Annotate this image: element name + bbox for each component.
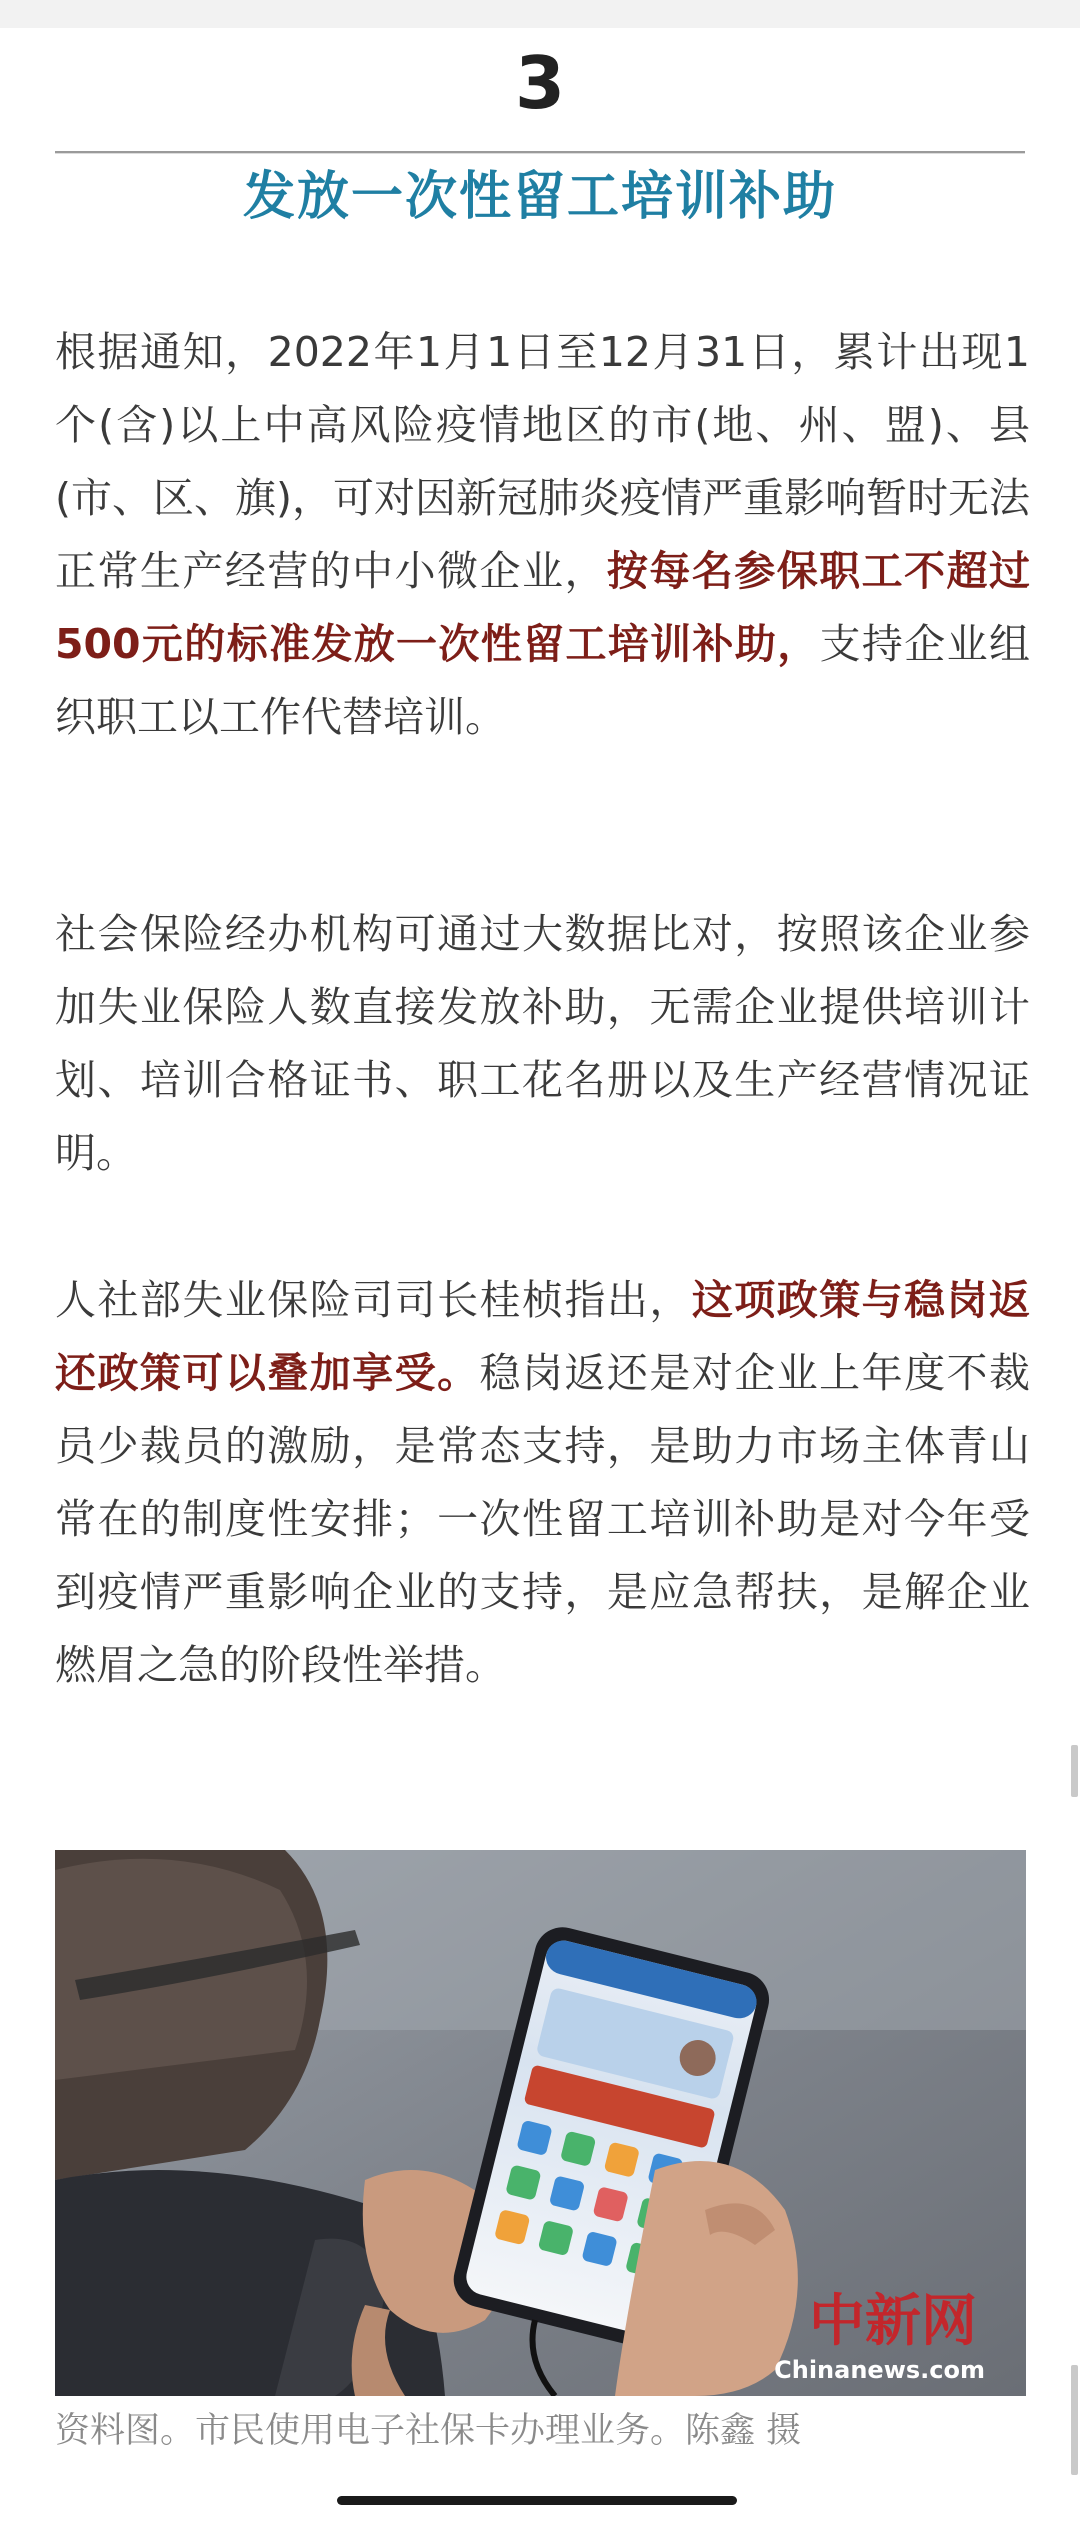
scrollbar-thumb-lower[interactable] [1071,2365,1078,2475]
photo-illustration [55,1850,1026,2396]
paragraph-1-text-a: 根据通知，2022年1月1日至12月31日，累计出现1个(含)以上中高风险疫情地区的市(地、州、盟)、县(市、区、旗)，可对因新冠肺炎疫情严重影响暂时无法正常生产经营的中小微企业， [55,328,1030,595]
scrollbar-thumb[interactable] [1071,1745,1078,1797]
watermark-cn: 中新网 [809,2288,977,2354]
watermark-en: Chinanews.com [774,2356,985,2384]
paragraph-3-highlight: 这项政策与稳岗返还政策可以叠加享受。 [55,1276,1031,1397]
paragraph-1 [55,316,1030,754]
section-heading: 发放一次性留工培训补助 [242,167,837,227]
paragraph-3 [55,1264,1030,1702]
paragraph-1-highlight: 按每名参保职工不超过500元的标准发放一次性留工培训补助， [55,547,1031,668]
divider [55,151,1025,154]
article-photo[interactable] [55,1850,1026,2396]
photo-caption: 资料图。市民使用电子社保卡办理业务。陈鑫 摄 [55,2411,802,2451]
paragraph-1-text-b: 支持企业组织职工以工作代替培训。 [55,620,1030,741]
home-indicator[interactable] [337,2496,737,2505]
paragraph-2-text: 社会保险经办机构可通过大数据比对，按照该企业参加失业保险人数直接发放补助，无需企业提供培训计划、培训合格证书、职工花名册以及生产经营情况证明。 [55,910,1030,1177]
paragraph-2 [55,898,1030,1190]
section-number: 3 [514,41,566,125]
paragraph-3-text-b: 稳岗返还是对企业上年度不裁员少裁员的激励，是常态支持，是助力市场主体青山常在的制度性安排；一次性留工培训补助是对今年受到疫情严重影响企业的支持，是应急帮扶，是解企业燃眉之急的阶段性举措。 [55,1349,1031,1689]
paragraph-3-text-a: 人社部失业保险司司长桂桢指出， [55,1276,692,1324]
top-strip [0,0,1080,28]
